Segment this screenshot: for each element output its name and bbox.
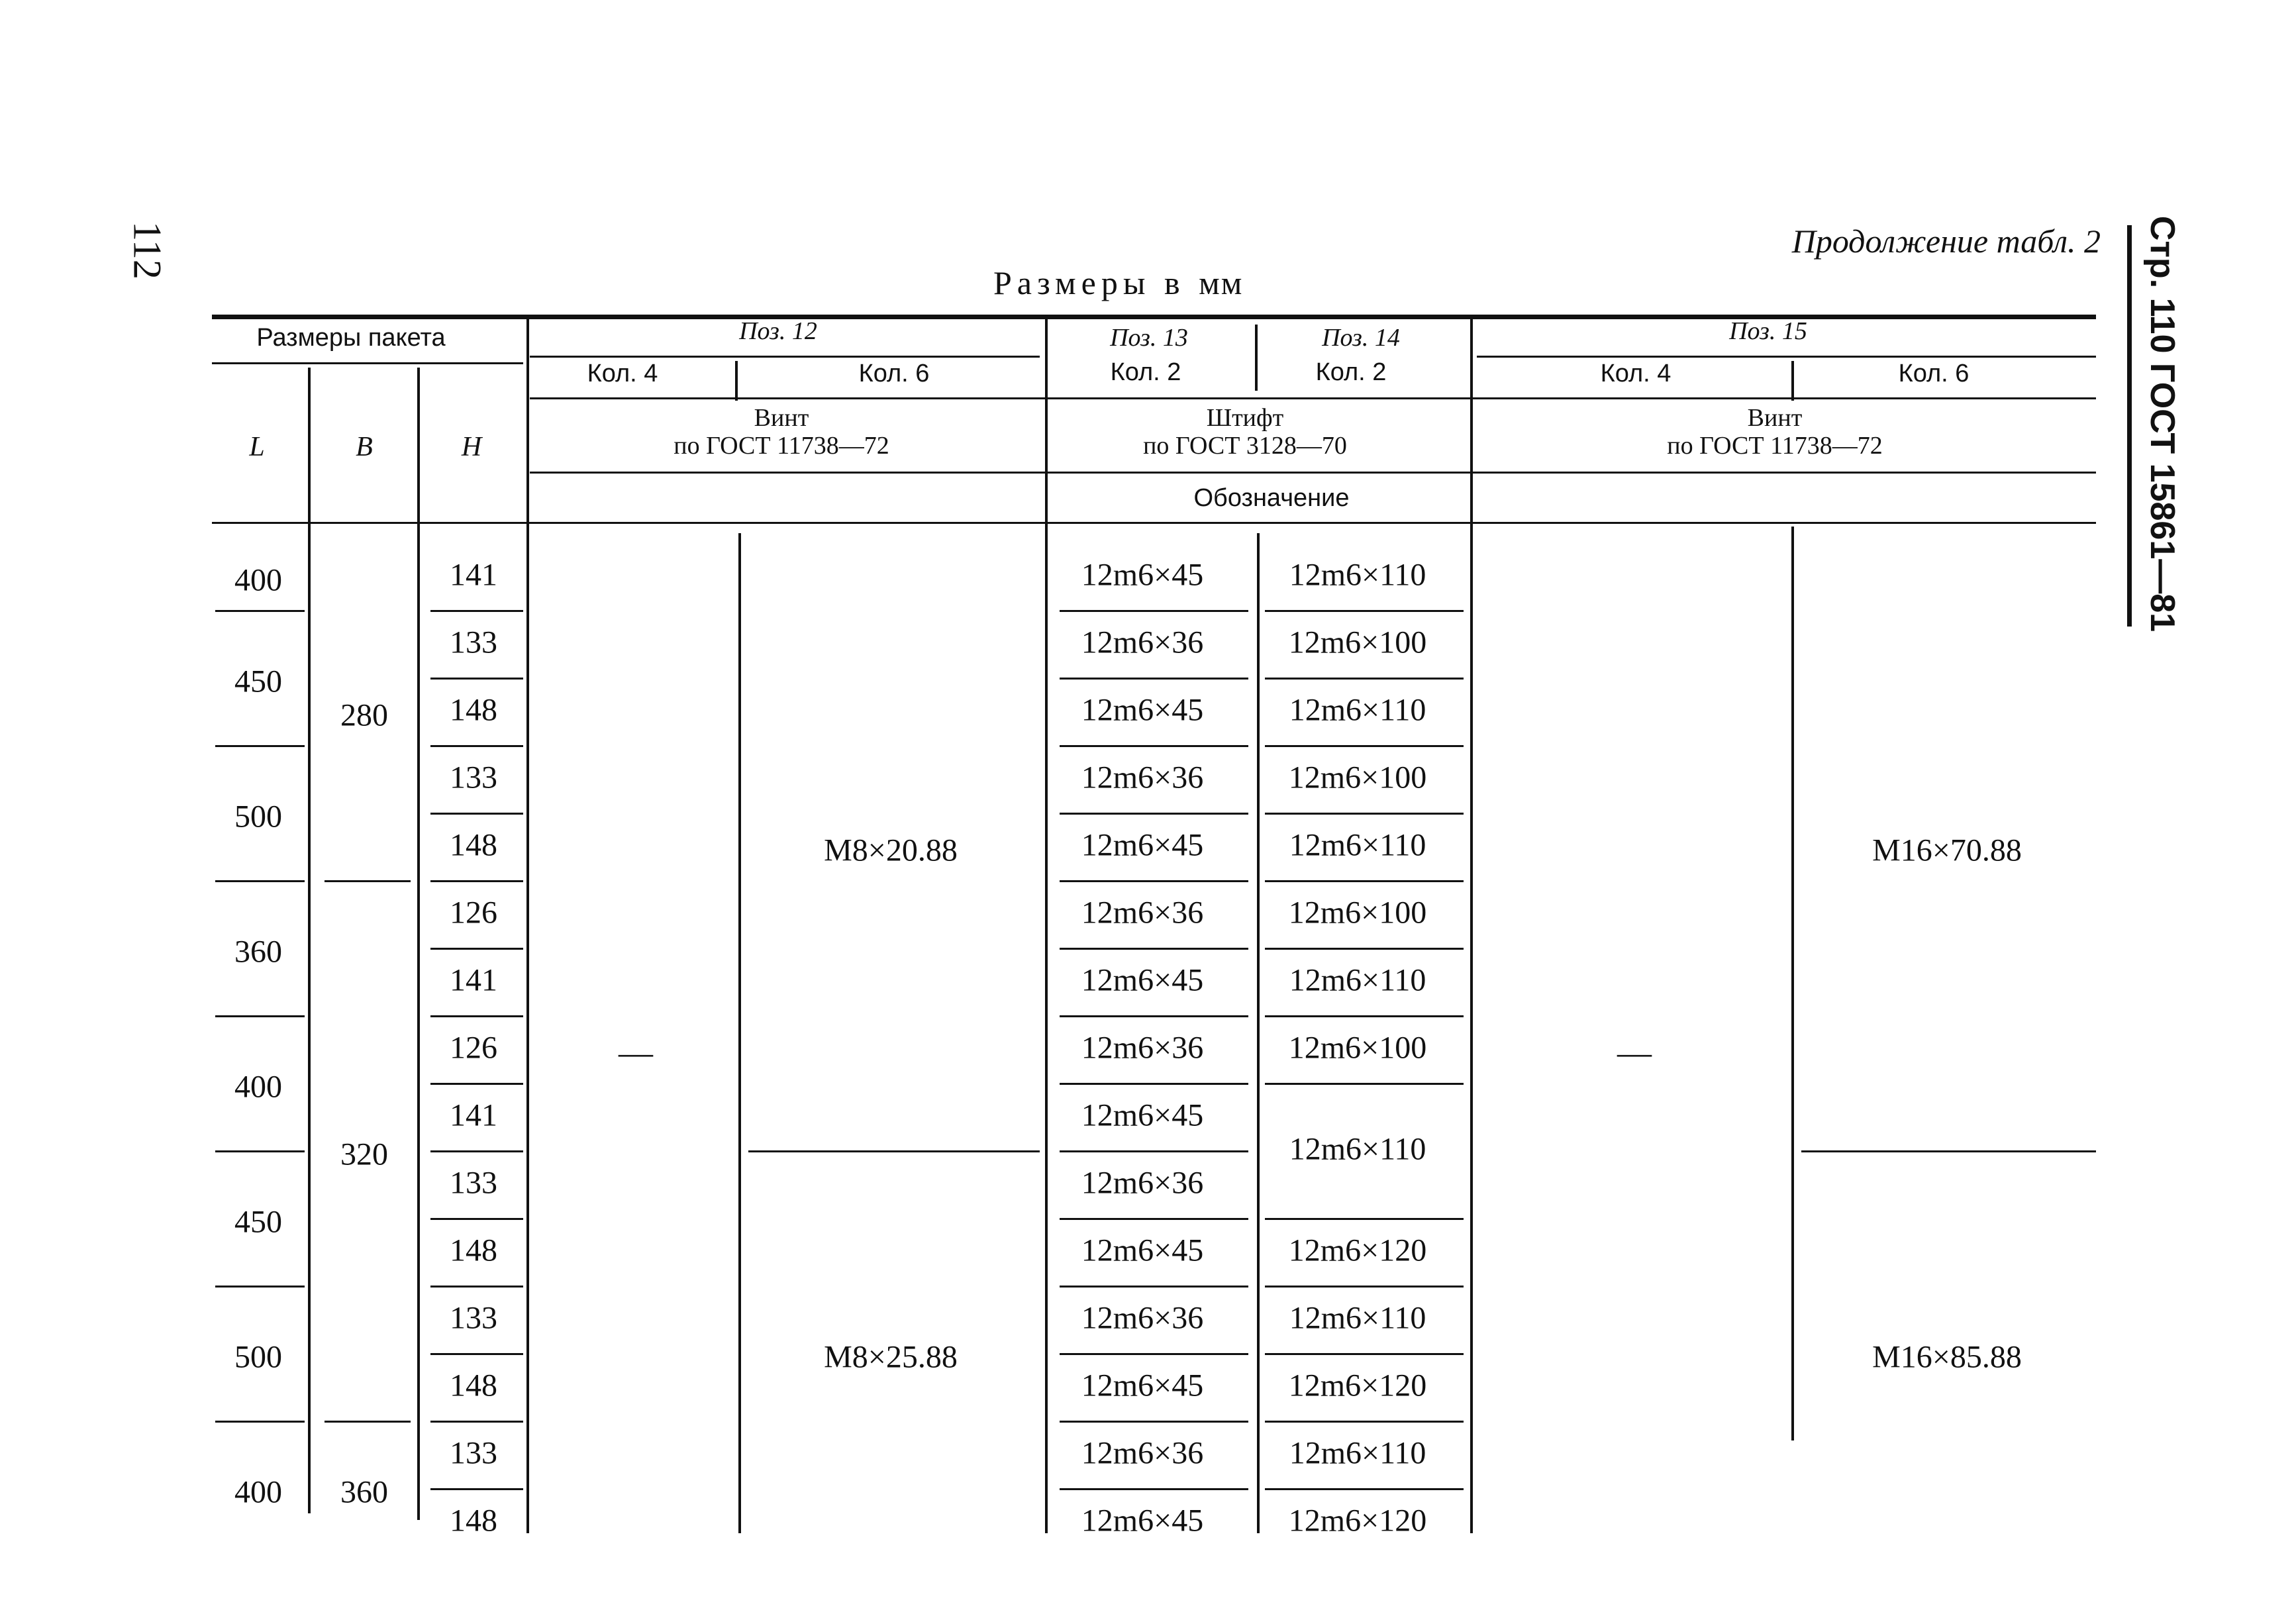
col-divider-pos15-qty: [1791, 361, 1794, 401]
row-rule-pos13: [1060, 745, 1248, 747]
cell-H: 133: [450, 625, 497, 660]
row-rule-B: [324, 880, 411, 882]
col-divider-pos13-pos14: [1257, 533, 1260, 1533]
row-rule-pos13: [1060, 1015, 1248, 1017]
header-col-L: L: [249, 431, 265, 462]
row-rule-pos12: [748, 1150, 1040, 1152]
rule-under-pos12: [530, 356, 1040, 358]
row-rule-pos13: [1060, 1421, 1248, 1423]
cell-pos13: 12m6×36: [1081, 895, 1204, 931]
cell-pos14: 12m6×120: [1288, 1503, 1427, 1539]
cell-H: 148: [450, 827, 497, 863]
cell-H: 148: [450, 692, 497, 728]
cell-pos13: 12m6×45: [1081, 692, 1204, 728]
cell-L: 500: [234, 799, 282, 834]
cell-H: 148: [450, 1503, 497, 1539]
col-divider-pos12-qty-body: [738, 533, 741, 1533]
cell-pos15-qty4: —: [1617, 1034, 1652, 1072]
header-pos15: Поз. 15: [1729, 317, 1807, 346]
cell-pos15-qty6: M16×85.88: [1872, 1339, 2022, 1375]
cell-H: 141: [450, 557, 497, 593]
header-pin: [1143, 405, 1347, 460]
header-screw-pos12: [674, 405, 889, 460]
rule-under-qty: [530, 397, 2096, 399]
cell-pos13: 12m6×36: [1081, 625, 1204, 660]
row-rule-H: [430, 1488, 523, 1490]
row-rule-L: [215, 880, 305, 882]
row-rule-pos13: [1060, 1083, 1248, 1085]
cell-pos13: 12m6×36: [1081, 1030, 1204, 1066]
cell-H: 133: [450, 1165, 497, 1201]
row-rule-pos14: [1265, 1218, 1464, 1220]
row-rule-H: [430, 880, 523, 882]
header-pos13: Поз. 13: [1110, 324, 1188, 352]
header-pos12-qty6: Кол. 6: [858, 360, 930, 388]
cell-H: 148: [450, 1233, 497, 1268]
row-rule-pos14: [1265, 1353, 1464, 1355]
row-rule-H: [430, 745, 523, 747]
units-caption: [993, 264, 1243, 302]
cell-H: 133: [450, 1300, 497, 1336]
cell-pos14: 12m6×100: [1288, 760, 1427, 795]
cell-pos14: 12m6×100: [1288, 1030, 1427, 1066]
row-rule-L: [215, 1421, 305, 1423]
row-rule-pos14: [1265, 678, 1464, 680]
col-divider-pos14-pos15: [1470, 318, 1473, 1533]
cell-pos14: 12m6×110: [1289, 827, 1426, 863]
header-pos14-qty2: Кол. 2: [1315, 358, 1387, 387]
cell-H: 141: [450, 1097, 497, 1133]
row-rule-pos14: [1265, 1286, 1464, 1288]
row-rule-pos13: [1060, 1353, 1248, 1355]
cell-pos13: 12m6×45: [1081, 1097, 1204, 1133]
cell-pos14: 12m6×110: [1289, 692, 1426, 728]
cell-pos14: 12m6×110: [1289, 557, 1426, 593]
cell-pos13: 12m6×45: [1081, 1503, 1204, 1539]
cell-L: 360: [234, 934, 282, 970]
row-rule-pos13: [1060, 880, 1248, 882]
row-rule-pos14: [1265, 813, 1464, 815]
screw-label: Винт: [754, 404, 809, 432]
cell-H: 126: [450, 895, 497, 931]
pin-label: Штифт: [1206, 404, 1284, 432]
header-bottom-rule: [212, 522, 2096, 524]
row-rule-pos13: [1060, 1150, 1248, 1152]
cell-pos12-qty6: M8×20.88: [824, 833, 958, 868]
screw-gost: по ГОСТ 11738—72: [674, 432, 889, 460]
row-rule-pos14: [1265, 610, 1464, 612]
table-top-rule: [212, 315, 2096, 319]
row-rule-pos15: [1801, 1150, 2096, 1152]
cell-pos14: 12m6×120: [1288, 1368, 1427, 1403]
cell-pos13: 12m6×45: [1081, 1368, 1204, 1403]
row-rule-H: [430, 1218, 523, 1220]
row-rule-B: [324, 1421, 411, 1423]
header-col-B: B: [356, 431, 373, 462]
cell-L: 400: [234, 1069, 282, 1105]
header-pos14: Поз. 14: [1322, 324, 1400, 352]
col-divider-pos13-pos14-head: [1255, 325, 1258, 391]
header-pos15-qty6: Кол. 6: [1898, 360, 1970, 388]
row-rule-pos13: [1060, 1218, 1248, 1220]
cell-L: 450: [234, 1204, 282, 1240]
row-rule-H: [430, 678, 523, 680]
cell-L: 400: [234, 562, 282, 598]
cell-pos14: 12m6×110: [1289, 1131, 1426, 1167]
cell-pos13: 12m6×36: [1081, 760, 1204, 795]
row-rule-pos14: [1265, 745, 1464, 747]
row-rule-L: [215, 610, 305, 612]
cell-pos13: 12m6×45: [1081, 1233, 1204, 1268]
cell-pos12-qty4: —: [619, 1034, 653, 1072]
cell-H: 133: [450, 1435, 497, 1471]
row-rule-H: [430, 948, 523, 950]
row-rule-pos13: [1060, 948, 1248, 950]
col-divider-pos15-qty-body: [1791, 527, 1794, 1440]
row-rule-H: [430, 1421, 523, 1423]
row-rule-H: [430, 1150, 523, 1152]
screw-label: Винт: [1747, 404, 1803, 432]
row-rule-pos13: [1060, 813, 1248, 815]
header-pos13-qty2: Кол. 2: [1110, 358, 1181, 387]
col-divider-B-H: [417, 368, 420, 1520]
cell-L: 400: [234, 1474, 282, 1510]
col-divider-H-pos12: [526, 318, 529, 1533]
cell-H: 126: [450, 1030, 497, 1066]
cell-pos13: 12m6×36: [1081, 1435, 1204, 1471]
cell-pos15-qty6: M16×70.88: [1872, 833, 2022, 868]
rule-above-designation: [530, 472, 2096, 474]
row-rule-H: [430, 813, 523, 815]
row-rule-pos14: [1265, 1083, 1464, 1085]
cell-pos12-qty6: M8×25.88: [824, 1339, 958, 1375]
cell-pos14: 12m6×110: [1289, 1435, 1426, 1471]
row-rule-pos14: [1265, 1015, 1464, 1017]
cell-H: 133: [450, 760, 497, 795]
row-rule-pos14: [1265, 1421, 1464, 1423]
header-pos12: Поз. 12: [739, 317, 817, 346]
cell-pos14: 12m6×110: [1289, 962, 1426, 998]
header-pos15-qty4: Кол. 4: [1600, 360, 1672, 388]
cell-B: 280: [340, 697, 388, 733]
row-rule-H: [430, 1015, 523, 1017]
cell-pos13: 12m6×45: [1081, 827, 1204, 863]
col-divider-pos12-qty: [735, 361, 738, 401]
dimensions-table: [212, 315, 2096, 1539]
units-mm: мм: [1199, 264, 1244, 301]
rule-under-packet-size: [212, 362, 523, 364]
cell-L: 500: [234, 1339, 282, 1375]
row-rule-L: [215, 745, 305, 747]
row-rule-L: [215, 1150, 305, 1152]
header-col-H: H: [461, 431, 482, 462]
rule-under-pos15: [1477, 356, 2096, 358]
side-bar-divider: [2127, 225, 2132, 627]
row-rule-pos14: [1265, 880, 1464, 882]
row-rule-H: [430, 610, 523, 612]
page-number: 112: [125, 221, 170, 279]
pin-gost: по ГОСТ 3128—70: [1143, 432, 1347, 460]
cell-L: 450: [234, 664, 282, 699]
cell-pos14: 12m6×110: [1289, 1300, 1426, 1336]
row-rule-pos13: [1060, 610, 1248, 612]
header-screw-pos15: [1667, 405, 1882, 460]
row-rule-H: [430, 1353, 523, 1355]
cell-pos13: 12m6×36: [1081, 1300, 1204, 1336]
cell-B: 360: [340, 1474, 388, 1510]
header-packet-size: Размеры пакета: [256, 324, 446, 352]
row-rule-H: [430, 1286, 523, 1288]
table-continuation-caption: Продолжение табл. 2: [1791, 223, 2101, 260]
row-rule-pos13: [1060, 1488, 1248, 1490]
cell-B: 320: [340, 1136, 388, 1172]
row-rule-pos14: [1265, 948, 1464, 950]
cell-pos14: 12m6×100: [1288, 895, 1427, 931]
units-word: Размеры в: [993, 264, 1185, 301]
row-rule-pos13: [1060, 1286, 1248, 1288]
cell-pos13: 12m6×45: [1081, 557, 1204, 593]
col-divider-L-B: [308, 368, 311, 1513]
cell-H: 148: [450, 1368, 497, 1403]
row-rule-L: [215, 1015, 305, 1017]
cell-pos14: 12m6×100: [1288, 625, 1427, 660]
cell-pos14: 12m6×120: [1288, 1233, 1427, 1268]
screw-gost: по ГОСТ 11738—72: [1667, 432, 1883, 460]
cell-pos13: 12m6×45: [1081, 962, 1204, 998]
header-pos12-qty4: Кол. 4: [587, 360, 658, 388]
row-rule-H: [430, 1083, 523, 1085]
row-rule-L: [215, 1286, 305, 1288]
col-divider-pos12-pos13: [1045, 318, 1048, 1533]
row-rule-pos13: [1060, 678, 1248, 680]
header-designation: Обозначение: [1193, 484, 1350, 513]
side-standard-label: Стр. 110 ГОСТ 15861—81: [2143, 215, 2181, 632]
row-rule-pos14: [1265, 1488, 1464, 1490]
cell-pos13: 12m6×36: [1081, 1165, 1204, 1201]
cell-H: 141: [450, 962, 497, 998]
